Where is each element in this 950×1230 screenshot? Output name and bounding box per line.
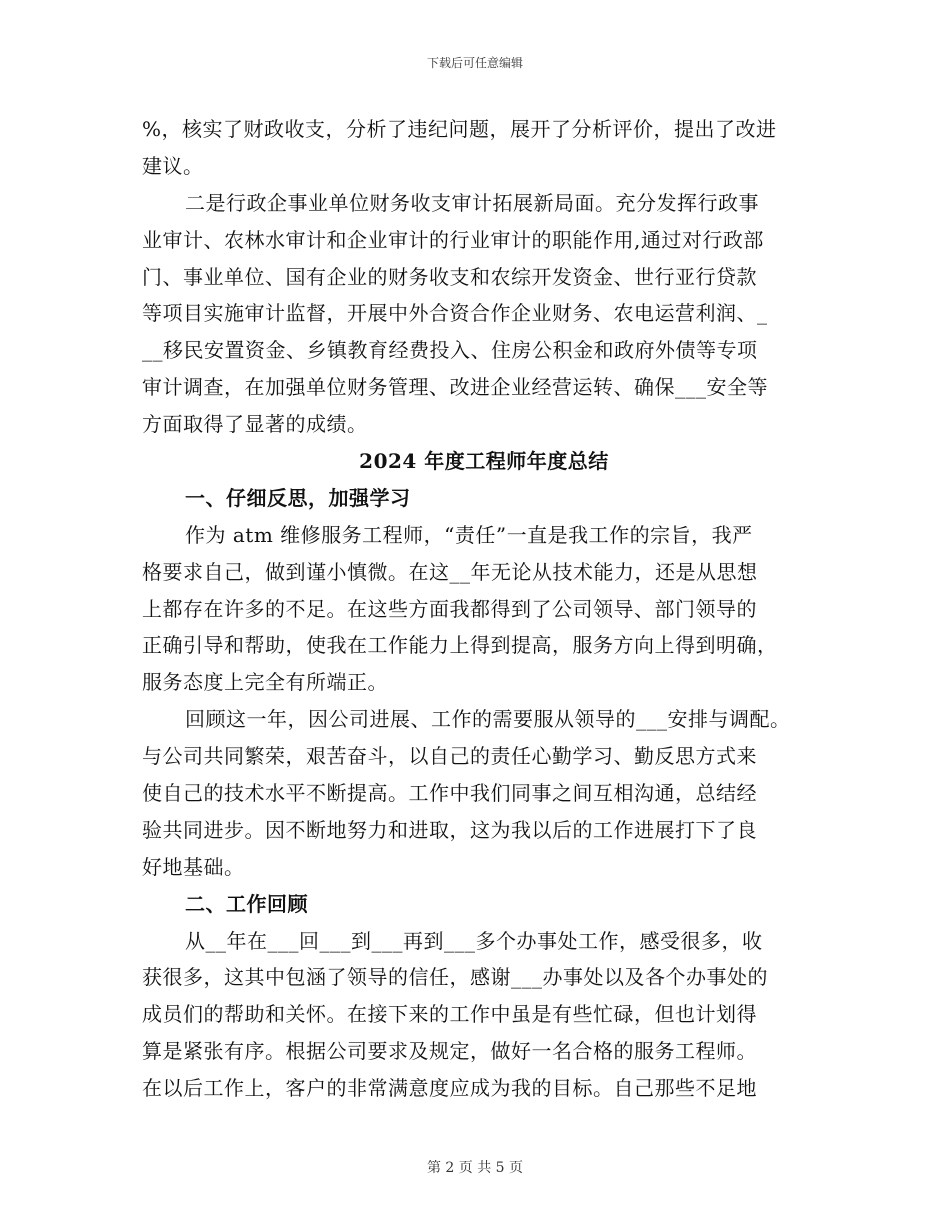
paragraph-line: 审计调查，在加强单位财务管理、改进企业经营运转、确保___安全等 [142, 375, 768, 400]
paragraph-line: 在以后工作上，客户的非常满意度应成为我的目标。自己那些不足地 [142, 1076, 757, 1101]
paragraph-line: 从__年在___回___到___再到___多个办事处工作，感受很多，收 [185, 928, 763, 953]
page-number: 第 2 页 共 5 页 [426, 1160, 524, 1176]
paragraph-line: 与公司共同繁荣，艰苦奋斗，以自己的责任心勤学习、勤反思方式来 [142, 744, 757, 769]
page-header: 下载后可任意编辑 [426, 56, 523, 70]
paragraph-line: 作为 atm 维修服务工程师，“责任”一直是我工作的宗旨，我严 [185, 522, 753, 547]
paragraph-line: 服务态度上完全有所端正。 [142, 670, 388, 695]
document-title: 2024 年度工程师年度总结 [359, 449, 609, 474]
paragraph-line: 建议。 [142, 153, 204, 178]
paragraph-line: 格要求自己，做到谨小慎微。在这__年无论从技术能力，还是从思想 [142, 559, 758, 584]
paragraph-line: 等项目实施审计监督，开展中外合资合作企业财务、农电运营利润、_ [142, 301, 768, 326]
paragraph-line: 使自己的技术水平不断提高。工作中我们同事之间互相沟通，总结经 [142, 781, 757, 806]
paragraph-line: 方面取得了显著的成绩。 [142, 412, 368, 437]
paragraph-line: 业审计、农林水审计和企业审计的行业审计的职能作用,通过对行政部 [142, 227, 764, 252]
paragraph-line: 成员们的帮助和关怀。在接下来的工作中虽是有些忙碌，但也计划得 [142, 1002, 757, 1027]
paragraph-line: 好地基础。 [142, 854, 245, 879]
paragraph-line: 回顾这一年，因公司进展、工作的需要服从领导的___安排与调配。 [185, 707, 791, 732]
paragraph-line: 上都存在许多的不足。在这些方面我都得到了公司领导、部门领导的 [142, 596, 757, 621]
document-body [142, 111, 812, 1107]
section-heading: 一、仔细反思，加强学习 [185, 485, 411, 510]
paragraph-line: 正确引导和帮助，使我在工作能力上得到提高，服务方向上得到明确， [142, 633, 778, 658]
paragraph-line: __移民安置资金、乡镇教育经费投入、住房公积金和政府外债等专项 [142, 338, 758, 363]
section-heading: 二、工作回顾 [185, 891, 308, 916]
paragraph-line: 获很多，这其中包涵了领导的信任，感谢___办事处以及各个办事处的 [142, 965, 768, 990]
paragraph-line: 门、事业单位、国有企业的财务收支和农综开发资金、世行亚行贷款 [142, 264, 757, 289]
paragraph-line: %，核实了财政收支，分析了违纪问题，展开了分析评价，提出了改进 [142, 117, 777, 141]
paragraph-line: 验共同进步。因不断地努力和进取，这为我以后的工作进展打下了良 [142, 817, 757, 842]
paragraph-line: 算是紧张有序。根据公司要求及规定，做好一名合格的服务工程师。 [142, 1039, 757, 1064]
paragraph-line: 二是行政企事业单位财务收支审计拓展新局面。充分发挥行政事 [185, 190, 759, 215]
